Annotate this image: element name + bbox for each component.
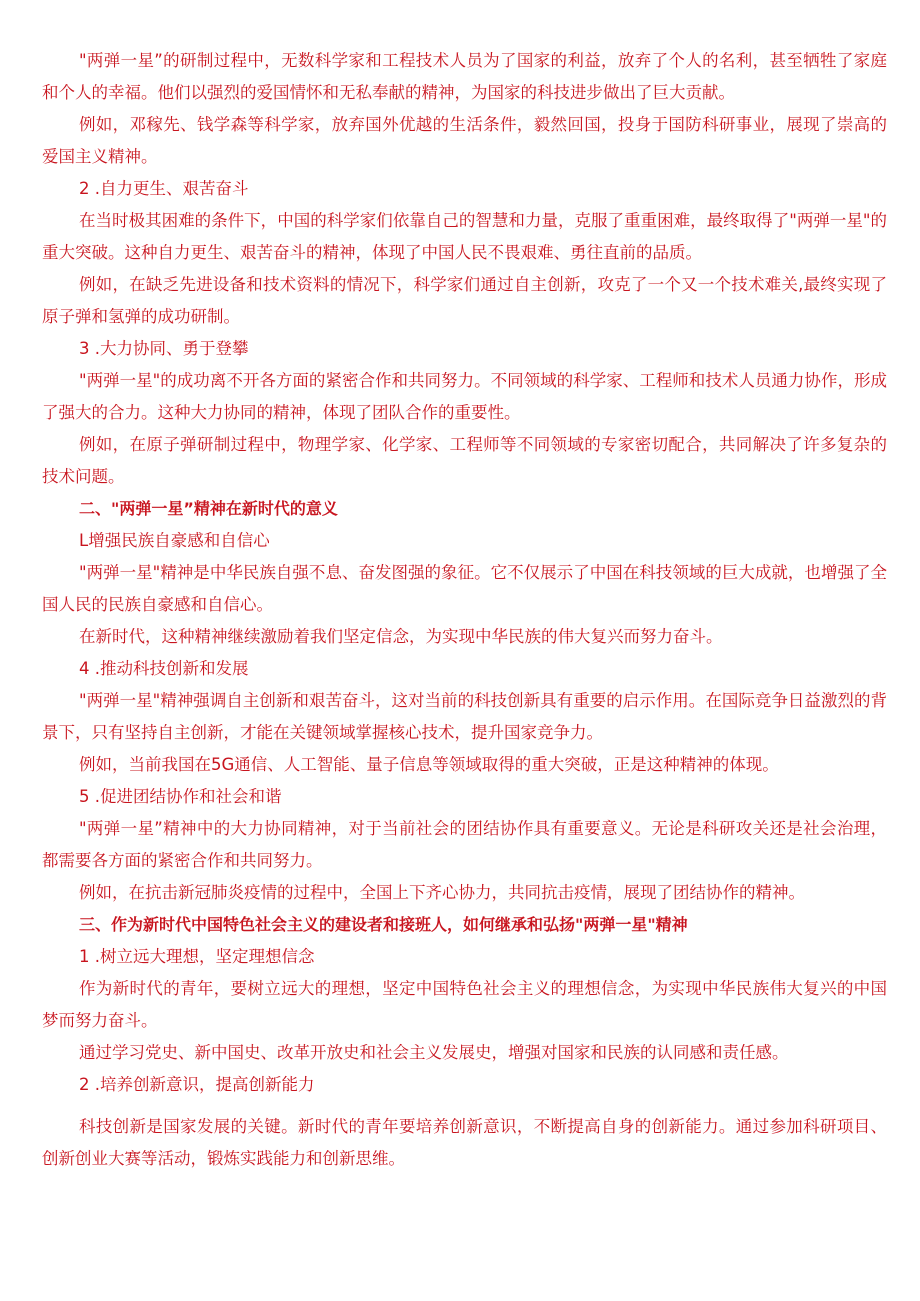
- document-body: [42, 45, 887, 1175]
- subheading-cooperation: 3 .大力协同、勇于登攀: [79, 339, 249, 358]
- subheading-tech-innovation: 4 .推动科技创新和发展: [79, 659, 249, 678]
- paragraph-example-experts: 例如，在原子弹研制过程中，物理学家、化学家、工程师等不同领域的专家密切配合，共同解决了许多复杂的技术问题。: [42, 435, 887, 486]
- paragraph-unity: "两弹一星”精神中的大力协同精神，对于当前社会的团结协作具有重要意义。无论是科研攻关还是社会治理，都需要各方面的紧密合作和共同努力。: [42, 819, 887, 870]
- subheading-ideals: 1 .树立远大理想，坚定理想信念: [79, 947, 315, 966]
- paragraph-tech-innovation: "两弹一星"精神强调自主创新和艰苦奋斗，这对当前的科技创新具有重要的启示作用。在国际竞争日益激烈的背景下，只有坚持自主创新，才能在关键领域掌握核心技术，提升国家竞争力。: [42, 691, 887, 742]
- subheading-unity: 5 .促进团结协作和社会和谐: [79, 787, 282, 806]
- subheading-self-reliance: 2 .自力更生、艰苦奋斗: [79, 179, 249, 198]
- paragraph-new-era: 在新时代，这种精神继续激励着我们坚定信念，为实现中华民族的伟大复兴而努力奋斗。: [79, 627, 723, 646]
- section-heading-inheritance: 三、作为新时代中国特色社会主义的建设者和接班人，如何继承和弘扬"两弹一星"精神: [79, 915, 688, 934]
- paragraph-example-5g: 例如，当前我国在5G通信、人工智能、量子信息等领域取得的重大突破，正是这种精神的体现。: [79, 755, 779, 774]
- paragraph-example-scientists-return: 例如，邓稼先、钱学森等科学家，放弃国外优越的生活条件，毅然回国，投身于国防科研事业，展现了崇高的爱国主义精神。: [42, 115, 887, 166]
- subheading-innovation-ability: 2 .培养创新意识，提高创新能力: [79, 1075, 315, 1094]
- paragraph-cooperation: "两弹一星"的成功离不开各方面的紧密合作和共同努力。不同领域的科学家、工程师和技术人员通力协作，形成了强大的合力。这种大力协同的精神，体现了团队合作的重要性。: [42, 371, 887, 422]
- paragraph-ideals: 作为新时代的青年，要树立远大的理想，坚定中国特色社会主义的理想信念，为实现中华民族伟大复兴的中国梦而努力奋斗。: [42, 979, 887, 1030]
- paragraph-innovation-ability: 科技创新是国家发展的关键。新时代的青年要培养创新意识，不断提高自身的创新能力。通过参加科研项目、创新创业大赛等活动，锻炼实践能力和创新思维。: [42, 1117, 887, 1168]
- paragraph-example-pandemic: 例如，在抗击新冠肺炎疫情的过程中，全国上下齐心协力，共同抗击疫情，展现了团结协作的精神。: [79, 883, 805, 902]
- paragraph-patriotic-dedication: "两弹一星”的研制过程中，无数科学家和工程技术人员为了国家的利益，放弃了个人的名利，甚至牺牲了家庭和个人的幸福。他们以强烈的爱国情怀和无私奉献的精神，为国家的科技进步做出了巨大贡献。: [42, 51, 887, 102]
- paragraph-national-pride: "两弹一星"精神是中华民族自强不息、奋发图强的象征。它不仅展示了中国在科技领域的巨大成就，也增强了全国人民的民族自豪感和自信心。: [42, 563, 887, 614]
- paragraph-study-history: 通过学习党史、新中国史、改革开放史和社会主义发展史，增强对国家和民族的认同感和责任感。: [79, 1043, 789, 1062]
- section-heading-significance: 二、"两弹一星”精神在新时代的意义: [79, 499, 338, 518]
- paragraph-example-innovation: 例如，在缺乏先进设备和技术资料的情况下，科学家们通过自主创新，攻克了一个又一个技术难关,最终实现了原子弹和氢弹的成功研制。: [42, 275, 887, 326]
- paragraph-self-reliance: 在当时极其困难的条件下，中国的科学家们依靠自己的智慧和力量，克服了重重困难，最终取得了"两弹一星"的重大突破。这种自力更生、艰苦奋斗的精神，体现了中国人民不畏艰难、勇往直前的品质。: [42, 211, 887, 262]
- subheading-national-pride: L增强民族自豪感和自信心: [79, 531, 270, 550]
